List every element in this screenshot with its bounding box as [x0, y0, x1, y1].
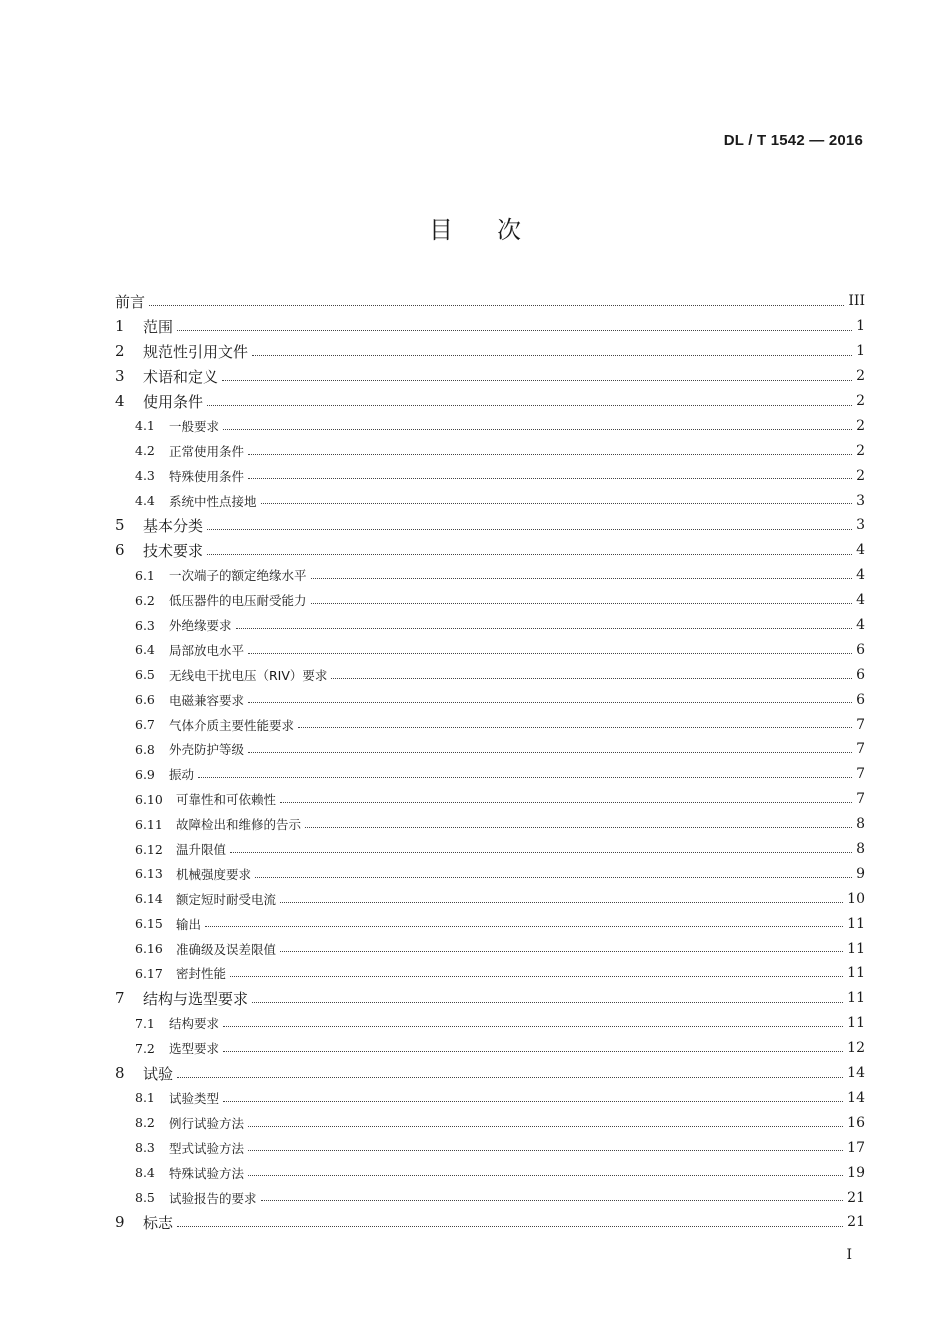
- toc-entry[interactable]: [115, 364, 865, 389]
- toc-entry-number: 7.1: [135, 1015, 155, 1031]
- toc-entry[interactable]: [115, 563, 865, 588]
- toc-entry-title: 温升限值: [176, 842, 227, 858]
- toc-entry-number: 7: [115, 989, 125, 1008]
- toc-dot-leader: [298, 715, 852, 729]
- toc-entry-title: 外壳防护等级: [169, 742, 245, 758]
- toc-entry-title: 特殊使用条件: [169, 468, 245, 484]
- toc-entry[interactable]: [115, 389, 865, 414]
- toc-dot-leader: [311, 565, 853, 579]
- toc-entry-number: 4.4: [135, 493, 155, 509]
- page-title: 目次: [429, 216, 565, 244]
- toc-entry-number: 5: [115, 516, 125, 535]
- toc-dot-leader: [305, 814, 852, 828]
- toc-entry-title: 结构要求: [169, 1016, 220, 1032]
- toc-entry-title: 型式试验方法: [169, 1140, 245, 1156]
- toc-entry[interactable]: [115, 463, 865, 488]
- toc-dot-leader: [252, 340, 852, 356]
- toc-entry-title: 一般要求: [169, 418, 220, 434]
- toc-entry-title: 例行试验方法: [169, 1115, 245, 1131]
- toc-entry-page: 10: [847, 890, 865, 907]
- toc-entry-number: 6.1: [135, 567, 155, 583]
- toc-entry-page: 2: [856, 368, 865, 385]
- toc-entry[interactable]: [115, 438, 865, 463]
- toc-entry-title: 技术要求: [143, 541, 204, 560]
- toc-entry-number: 4.3: [135, 468, 155, 484]
- toc-entry-number: 6.7: [135, 717, 155, 733]
- toc-entry-page: 7: [856, 741, 865, 758]
- toc-entry-page: 7: [856, 791, 865, 808]
- toc-entry[interactable]: [115, 289, 865, 314]
- toc-entry[interactable]: [115, 1086, 865, 1111]
- toc-entry-title: 基本分类: [143, 516, 204, 535]
- toc-entry[interactable]: [115, 488, 865, 513]
- toc-entry-title: 试验报告的要求: [169, 1190, 257, 1206]
- toc-entry-page: 21: [847, 1214, 865, 1231]
- toc-dot-leader: [248, 441, 852, 455]
- toc-entry-page: 19: [847, 1164, 865, 1181]
- toc-entry-number: 8.5: [135, 1190, 155, 1205]
- toc-entry-number: 6.15: [135, 916, 163, 932]
- toc-entry-number: 6.12: [135, 841, 163, 857]
- toc-entry-title: 无线电干扰电压（RIV）要求: [169, 667, 328, 683]
- toc-entry-page: 11: [847, 940, 865, 957]
- toc-entry-title: 外绝缘要求: [169, 618, 232, 634]
- toc-entry[interactable]: [115, 513, 865, 538]
- toc-entry-title: 密封性能: [176, 966, 227, 982]
- toc-entry-title: 规范性引用文件: [143, 342, 249, 361]
- toc-entry-page: 3: [856, 492, 865, 509]
- toc-dot-leader: [261, 1188, 844, 1202]
- toc-entry-title: 前言: [115, 292, 146, 311]
- toc-entry[interactable]: [115, 613, 865, 638]
- toc-entry[interactable]: [115, 787, 865, 812]
- toc-dot-leader: [280, 790, 852, 804]
- toc-entry[interactable]: [115, 911, 865, 936]
- toc-dot-leader: [177, 1062, 843, 1078]
- toc-entry-number: 8.1: [135, 1090, 155, 1106]
- toc-entry[interactable]: [115, 712, 865, 737]
- toc-dot-leader: [207, 514, 852, 530]
- toc-entry[interactable]: [115, 837, 865, 862]
- toc-entry-page: 14: [847, 1065, 865, 1082]
- toc-entry-title: 结构与选型要求: [143, 989, 249, 1008]
- toc-entry-page: 4: [856, 592, 865, 609]
- toc-entry-title: 标志: [143, 1213, 174, 1232]
- toc-entry-page: 1: [856, 343, 865, 360]
- toc-dot-leader: [280, 939, 843, 953]
- toc-entry[interactable]: [115, 762, 865, 787]
- toc-entry[interactable]: [115, 1160, 865, 1185]
- toc-entry-number: 4.1: [135, 418, 155, 434]
- toc-entry-page: 2: [856, 393, 865, 409]
- toc-entry-title: 试验类型: [169, 1090, 220, 1106]
- toc-entry-title: 特殊试验方法: [169, 1165, 245, 1181]
- toc-entry[interactable]: [115, 1110, 865, 1135]
- toc-entry-title: 局部放电水平: [169, 642, 245, 658]
- toc-entry-title: 输出: [176, 916, 202, 932]
- toc-entry-number: 6.5: [135, 667, 155, 683]
- toc-entry[interactable]: [115, 637, 865, 662]
- toc-entry[interactable]: [115, 1036, 865, 1061]
- toc-entry-page: 21: [847, 1189, 865, 1206]
- toc-dot-leader: [280, 889, 843, 903]
- toc-entry-title: 准确级及误差限值: [176, 941, 277, 957]
- toc-entry-title: 机械强度要求: [176, 866, 252, 882]
- toc-dot-leader: [261, 491, 853, 505]
- toc-dot-leader: [252, 987, 843, 1003]
- toc-entry-number: 8: [115, 1064, 125, 1083]
- toc-entry-title: 低压器件的电压耐受能力: [169, 593, 307, 609]
- toc-entry-title: 选型要求: [169, 1041, 220, 1057]
- toc-entry-page: 6: [856, 641, 865, 658]
- toc-entry-number: 6.11: [135, 816, 163, 832]
- toc-entry-page: 11: [847, 915, 865, 932]
- toc-entry[interactable]: [115, 588, 865, 613]
- toc-entry-number: 4: [115, 392, 125, 410]
- toc-entry[interactable]: [115, 986, 865, 1011]
- document-code: DL / T 1542 — 2016: [723, 132, 863, 149]
- toc-dot-leader: [230, 964, 843, 978]
- toc-entry-title: 使用条件: [143, 392, 204, 411]
- toc-entry-page: 11: [847, 965, 865, 982]
- toc-entry[interactable]: [115, 961, 865, 986]
- toc-entry-number: 6.8: [135, 741, 155, 757]
- toc-dot-leader: [248, 466, 852, 480]
- toc-entry-page: 12: [847, 1040, 865, 1057]
- toc-entry[interactable]: [115, 1185, 865, 1210]
- toc-dot-leader: [177, 1211, 843, 1227]
- toc-entry-number: 6.3: [135, 617, 155, 633]
- toc-dot-leader: [149, 290, 844, 306]
- toc-dot-leader: [248, 1138, 843, 1152]
- toc-entry-title: 气体介质主要性能要求: [169, 717, 295, 733]
- toc-entry[interactable]: [115, 662, 865, 687]
- toc-dot-leader: [311, 590, 853, 604]
- toc-dot-leader: [331, 665, 852, 679]
- toc-entry-page: III: [848, 293, 865, 310]
- toc-entry-page: 8: [856, 816, 865, 833]
- toc-entry-number: 6.4: [135, 642, 155, 658]
- toc-entry-number: 1: [115, 317, 125, 336]
- toc-entry-number: 8.3: [135, 1140, 155, 1156]
- toc-entry-title: 系统中性点接地: [169, 493, 257, 509]
- toc-entry-number: 3: [115, 367, 125, 386]
- toc-entry-number: 6.16: [135, 941, 163, 957]
- toc-dot-leader: [236, 615, 853, 629]
- toc-entry-number: 8.2: [135, 1115, 155, 1131]
- toc-entry-page: 4: [856, 567, 865, 584]
- toc-dot-leader: [177, 315, 852, 331]
- toc-entry-page: 9: [856, 865, 865, 882]
- toc-entry-number: 4.2: [135, 443, 155, 459]
- toc-entry-number: 9: [115, 1213, 125, 1232]
- toc-entry-page: 14: [847, 1089, 865, 1106]
- toc-entry[interactable]: [115, 538, 865, 563]
- toc-entry-number: 8.4: [135, 1165, 155, 1181]
- toc-entry-number: 6: [115, 541, 125, 560]
- toc-entry-page: 2: [856, 417, 865, 434]
- toc-dot-leader: [222, 365, 852, 381]
- toc-entry-title: 振动: [169, 767, 195, 783]
- toc-entry-title: 额定短时耐受电流: [176, 891, 277, 907]
- toc-dot-leader: [223, 1014, 843, 1028]
- toc-entry[interactable]: [115, 1210, 865, 1235]
- toc-entry-title: 范围: [143, 317, 174, 336]
- toc-entry-title: 电磁兼容要求: [169, 692, 245, 708]
- toc-dot-leader: [248, 640, 852, 654]
- toc-entry-title: 一次端子的额定绝缘水平: [169, 568, 307, 584]
- toc-entry-number: 2: [115, 342, 125, 361]
- toc-entry-page: 16: [847, 1114, 865, 1131]
- toc-entry[interactable]: [115, 413, 865, 438]
- toc-dot-leader: [207, 539, 852, 555]
- toc-entry[interactable]: [115, 886, 865, 911]
- toc-dot-leader: [223, 1038, 843, 1052]
- toc-entry[interactable]: [115, 1135, 865, 1160]
- toc-dot-leader: [248, 740, 852, 754]
- toc-entry[interactable]: [115, 861, 865, 886]
- toc-entry-page: 6: [856, 666, 865, 683]
- toc-entry-page: 7: [856, 766, 865, 783]
- toc-dot-leader: [205, 914, 843, 928]
- toc-entry[interactable]: [115, 339, 865, 364]
- toc-entry-number: 6.14: [135, 891, 163, 907]
- toc-dot-leader: [248, 1163, 843, 1177]
- toc-dot-leader: [248, 690, 852, 704]
- toc-entry-title: 故障检出和维修的告示: [176, 817, 302, 833]
- table-of-contents: [115, 289, 865, 1235]
- toc-entry-number: 6.13: [135, 866, 163, 882]
- toc-dot-leader: [223, 416, 852, 430]
- toc-entry-number: 7.2: [135, 1040, 155, 1056]
- toc-entry-page: 17: [847, 1139, 865, 1156]
- page-number: I: [846, 1247, 852, 1263]
- toc-entry-page: 4: [856, 617, 865, 634]
- toc-dot-leader: [207, 390, 852, 406]
- toc-dot-leader: [223, 1088, 843, 1102]
- toc-entry-title: 术语和定义: [143, 367, 219, 386]
- toc-entry-page: 4: [856, 542, 865, 559]
- toc-entry-number: 6.10: [135, 791, 163, 807]
- toc-entry-page: 3: [856, 517, 865, 534]
- toc-entry-number: 6.6: [135, 692, 155, 708]
- toc-entry-title: 正常使用条件: [169, 443, 245, 459]
- toc-dot-leader: [230, 839, 852, 853]
- toc-dot-leader: [255, 864, 852, 878]
- toc-entry-page: 1: [856, 318, 865, 335]
- toc-entry[interactable]: [115, 812, 865, 837]
- toc-entry-page: 11: [847, 1015, 865, 1032]
- toc-entry[interactable]: [115, 314, 865, 339]
- toc-entry-page: 7: [856, 716, 865, 733]
- toc-entry-page: 8: [856, 841, 865, 858]
- toc-entry-page: 2: [856, 442, 865, 459]
- toc-entry[interactable]: [115, 936, 865, 961]
- toc-entry-title: 可靠性和可依赖性: [176, 792, 277, 808]
- toc-entry[interactable]: [115, 1011, 865, 1036]
- toc-entry-title: 试验: [143, 1064, 174, 1083]
- toc-entry-page: 11: [847, 990, 865, 1007]
- toc-entry-page: 6: [856, 691, 865, 708]
- toc-entry-number: 6.17: [135, 965, 163, 981]
- toc-entry-page: 2: [856, 467, 865, 484]
- toc-dot-leader: [248, 1113, 843, 1127]
- toc-entry[interactable]: [115, 737, 865, 762]
- toc-dot-leader: [198, 765, 852, 779]
- toc-entry-number: 6.9: [135, 766, 155, 782]
- toc-entry[interactable]: [115, 1061, 865, 1086]
- toc-entry[interactable]: [115, 687, 865, 712]
- toc-entry-number: 6.2: [135, 592, 155, 608]
